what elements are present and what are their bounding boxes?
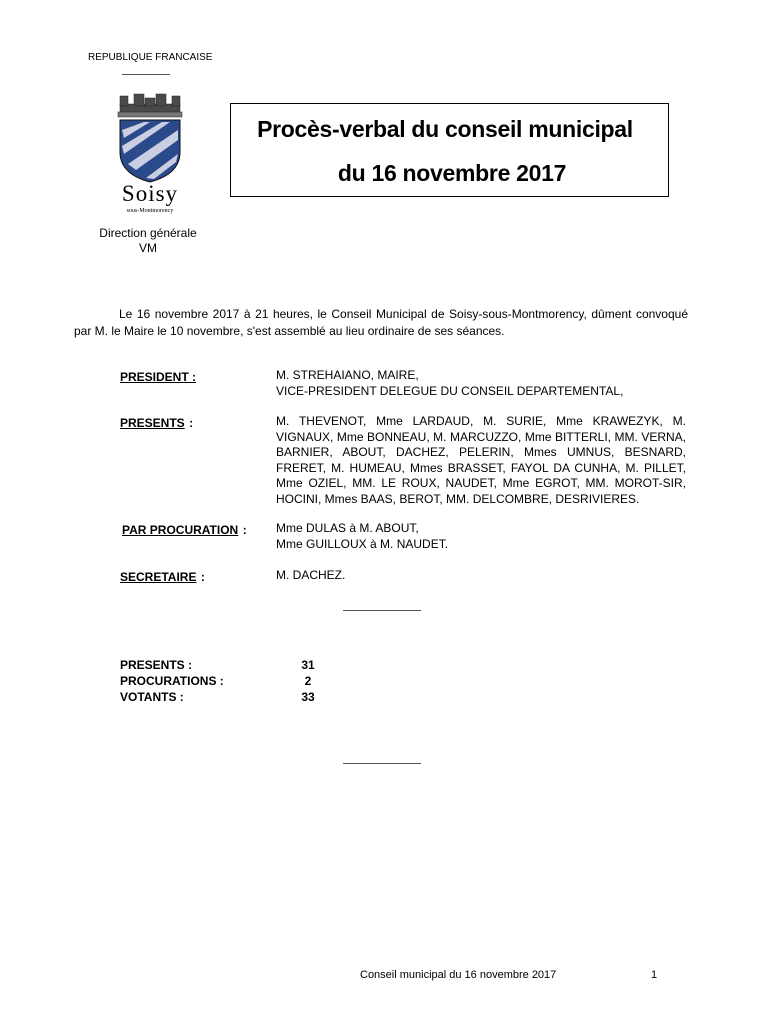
procuration-list bbox=[276, 521, 686, 552]
procuration-label: PAR PROCURATION bbox=[122, 523, 239, 537]
procuration-item-1: Mme DULAS à M. ABOUT, bbox=[276, 521, 419, 535]
count-presents-label: PRESENTS : bbox=[120, 658, 193, 672]
direction-label: Direction générale bbox=[99, 226, 197, 240]
presents-label: PRESENTS bbox=[120, 416, 185, 430]
secretaire-value: M. DACHEZ. bbox=[276, 568, 346, 582]
header-rule bbox=[122, 74, 170, 75]
direction-initials: VM bbox=[139, 241, 157, 255]
president-value bbox=[276, 368, 686, 399]
president-label-row bbox=[120, 368, 196, 386]
logo-city-name: Soisy bbox=[121, 181, 179, 206]
count-procurations-label: PROCURATIONS : bbox=[120, 674, 224, 688]
procuration-label-row bbox=[122, 521, 247, 539]
direction-block bbox=[80, 226, 216, 256]
republique-header: REPUBLIQUE FRANCAISE bbox=[88, 52, 213, 63]
president-title: VICE-PRESIDENT DELEGUE DU CONSEIL DEPARTEMENTAL, bbox=[276, 383, 624, 398]
president-name: M. STREHAIANO, MAIRE, bbox=[276, 368, 419, 382]
shield-icon bbox=[120, 120, 180, 182]
castle-crown-icon bbox=[118, 94, 182, 117]
logo-subtitle: sous-Montmorency bbox=[126, 208, 174, 214]
page-number: 1 bbox=[651, 969, 658, 981]
presents-list: M. THEVENOT, Mme LARDAUD, M. SURIE, Mme KRAWEZYK, M. VIGNAUX, Mme BONNEAU, M. MARCUZZO, Mme BITTERLI, MM. VERNA, BARNIER, ABOUT, DACHEZ, PELERIN, Mmes UMNUS, BESNARD, FRERET, M. HUMEAU, Mmes BRASSET, FAYOL DA CUNHA, M. PILLET, Mme OZIEL, MM. LE ROUX, NAUDET, Mme EGROT, MM. MOROT-SIR, HOCINI, Mmes BAAS, BEROT, MM. DELCOMBRE, DESRIVIERES. bbox=[276, 414, 686, 506]
separator-rule bbox=[343, 763, 421, 764]
president-colon: : bbox=[192, 370, 197, 384]
document-date: du 16 novembre 2017 bbox=[337, 160, 567, 186]
count-presents-value: 31 bbox=[301, 658, 315, 672]
separator-rule bbox=[343, 610, 421, 611]
presents-label-row bbox=[120, 414, 193, 432]
secretaire-label: SECRETAIRE bbox=[120, 570, 197, 584]
footer-title: Conseil municipal du 16 novembre 2017 bbox=[360, 969, 557, 981]
procuration-item-2: Mme GUILLOUX à M. NAUDET. bbox=[276, 536, 449, 551]
intro-paragraph: Le 16 novembre 2017 à 21 heures, le Conseil Municipal de Soisy-sous-Montmorency, dûment convoqué par M. le Maire le 10 novembre, s'est assemblé au lieu ordinaire de ses séances. bbox=[74, 307, 688, 338]
procuration-colon: : bbox=[242, 523, 247, 537]
count-votants-label: VOTANTS : bbox=[120, 690, 184, 704]
count-procurations-value: 2 bbox=[304, 674, 312, 688]
secretaire-colon: : bbox=[200, 570, 205, 584]
document-title: Procès-verbal du conseil municipal bbox=[257, 116, 633, 142]
count-votants-value: 33 bbox=[301, 690, 315, 704]
presents-colon: : bbox=[189, 416, 194, 430]
president-label: PRESIDENT bbox=[120, 370, 189, 384]
secretaire-label-row bbox=[120, 568, 205, 586]
